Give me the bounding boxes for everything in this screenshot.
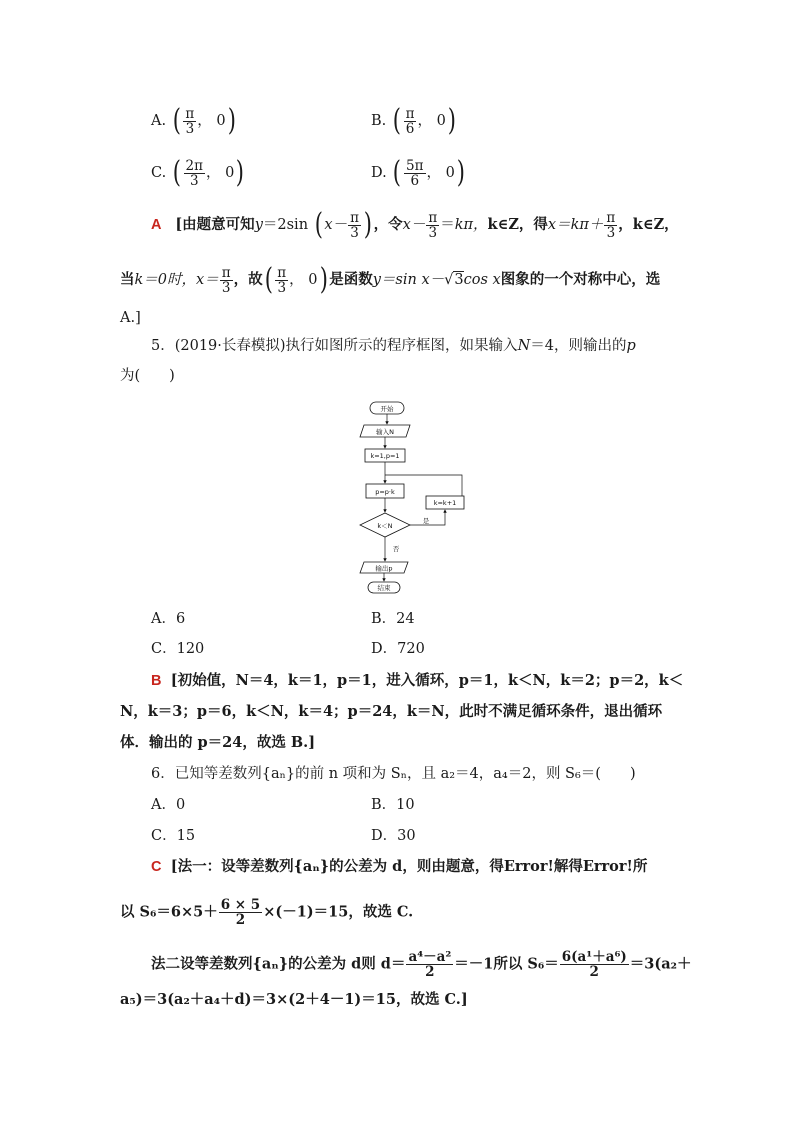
flow-start-label: 开始 bbox=[380, 405, 394, 413]
q5-solution-line2: N，k＝3；p＝6，k＜N，k＝4；p＝24，k＝N，此时不满足循环条件，退出循环 bbox=[120, 703, 663, 720]
q5-question-line2: 为( ) bbox=[120, 368, 175, 384]
q5-solution-line1: B [初始值，N＝4，k＝1，p＝1，进入循环，p＝1，k＜N，k＝2；p＝2，k＜ bbox=[151, 672, 684, 689]
flow-yes-label: 是 bbox=[422, 517, 430, 525]
q4-solution-line3: A.] bbox=[120, 310, 141, 326]
flow-no-label: 否 bbox=[392, 545, 400, 553]
flow-input-label: 输入N bbox=[376, 428, 394, 436]
q4-option-a[interactable]: A. ( $\frac{\pi}{3}$ ， 0 ) bbox=[151, 103, 236, 138]
q4-option-d[interactable]: D. ( $\frac{5\pi}{6}$ ， 0 ) bbox=[371, 155, 465, 190]
q5-question-line1: 5．(2019·长春模拟)执行如图所示的程序框图，如果输入N＝4，则输出的p bbox=[151, 338, 636, 354]
q4-solution-line2: 当k＝0时，x＝ $\frac{\pi}{3}$ ，故 ( $\frac{\pi}{3}$ ， 0 ) 是函数y＝sin x－√3cos x图象的一个对称中心，选 bbox=[120, 262, 661, 297]
q6-solution-line3: 法二设等差数列{aₙ}的公差为 d则 d＝ $\frac{\text{a⁴－a²}}{2}$ ＝－1所以 S₆＝ $\frac{\text{6(a¹＋a⁶)}}{2}$ ＝3(a₂＋ bbox=[151, 949, 692, 980]
q6-question-line1: 6．已知等差数列{aₙ}的前 n 项和为 Sₙ，且 a₂＝4，a₄＝2，则 S₆＝( ) bbox=[151, 766, 636, 782]
q4-option-c[interactable]: C. ( $\frac{2\pi}{3}$ ， 0 ) bbox=[151, 155, 245, 190]
flow-multiply-label: p=p·k bbox=[375, 488, 395, 496]
flow-condition-label: k＜N bbox=[377, 522, 393, 530]
q5-option-d[interactable]: D．720 bbox=[371, 641, 425, 657]
q5-option-c[interactable]: C．120 bbox=[151, 641, 205, 657]
q4-solution-line1: A [由题意可知y＝2sin ( x－ $\frac{\pi}{3}$ ) ，令x－ $\frac{\pi}{3}$ ＝kπ，k∈Z，得x＝kπ＋ $\frac{\pi}{3}$ ，k∈Z， bbox=[151, 207, 679, 242]
q5-solution-line3: 体．输出的 p＝24，故选 B.] bbox=[120, 734, 316, 751]
q6-solution-line4: a₅)＝3(a₂＋a₄＋d)＝3×(2＋4－1)＝15，故选 C.] bbox=[120, 991, 468, 1008]
flow-increment-label: k=k+1 bbox=[433, 499, 457, 507]
q6-answer-letter: C bbox=[151, 859, 162, 875]
q4-answer-letter: A bbox=[151, 217, 162, 233]
q6-option-c[interactable]: C．15 bbox=[151, 828, 196, 844]
flow-init-label: k=1,p=1 bbox=[370, 452, 400, 460]
q4-option-b[interactable]: B. ( $\frac{\pi}{6}$ ， 0 ) bbox=[371, 103, 456, 138]
q5-option-b[interactable]: B．24 bbox=[371, 611, 415, 627]
q6-solution-line1: C [法一：设等差数列{aₙ}的公差为 d，则由题意，得Error!解得Error!所 bbox=[151, 858, 648, 875]
q6-option-b[interactable]: B．10 bbox=[371, 797, 415, 813]
flow-end-label: 结束 bbox=[377, 584, 391, 592]
program-flowchart bbox=[340, 395, 480, 600]
q5-option-a[interactable]: A．6 bbox=[151, 611, 186, 627]
flow-output-label: 输出p bbox=[375, 564, 393, 573]
q6-option-a[interactable]: A．0 bbox=[151, 797, 186, 813]
q5-answer-letter: B bbox=[151, 673, 162, 689]
q6-option-d[interactable]: D．30 bbox=[371, 828, 416, 844]
q6-solution-line2: 以 S₆＝6×5＋ $\frac{6 \times 5}{2}$ ×(－1)＝15，故选 C. bbox=[120, 897, 414, 928]
